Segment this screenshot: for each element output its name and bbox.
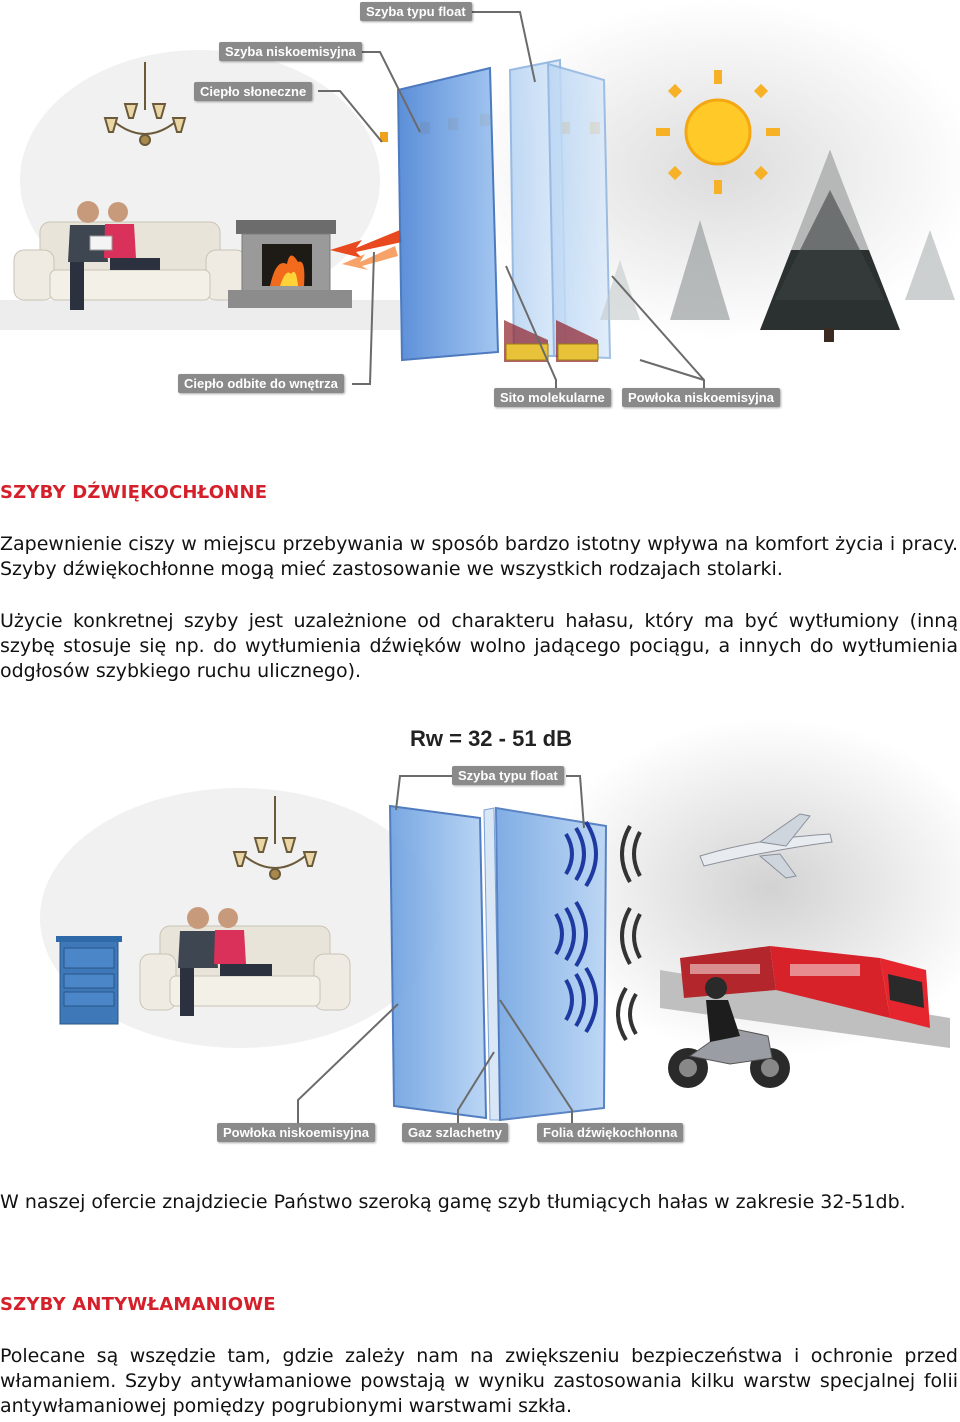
paragraph-acoustic-2: Użycie konkretnej szyby jest uzależnione od charakteru hałasu, który ma być wytłumiony (inną szybę stosuje się np. do wytłumienia dźwięków wolno jadącego pociągu, a innych do wytłumienia odgłosów szybkiego ruchu ulicznego).: [0, 610, 958, 682]
label-reflected-heat: Ciepło odbite do wnętrza: [178, 374, 344, 393]
label-acoustic-foil: Folia dźwiękochłonna: [537, 1123, 683, 1142]
label-low-e-coating-2: Powłoka niskoemisyjna: [217, 1123, 375, 1142]
rw-value: Rw = 32 - 51 dB: [410, 726, 573, 751]
cabinet-icon: [56, 936, 122, 1024]
paragraph-acoustic-1: Zapewnienie ciszy w miejscu przebywania w sposób bardzo istotny wpływa na komfort życia i pracy. Szyby dźwiękochłonne mogą mieć zastosowanie we wszystkich rodzajach stolarki.: [0, 533, 958, 580]
label-float-glass-2: Szyba typu float: [452, 766, 564, 785]
label-low-e-coating: Powłoka niskoemisyjna: [622, 388, 780, 407]
figure-acoustic-glass: [0, 718, 960, 1158]
label-molecular-sieve: Sito molekularne: [494, 388, 611, 407]
paragraph-acoustic-3: W naszej ofercie znajdziecie Państwo szeroką gamę szyb tłumiących hałas w zakresie 32-51db.: [0, 1191, 906, 1213]
heading-acoustic-glass: SZYBY DŹWIĘKOCHŁONNE: [0, 482, 268, 503]
label-noble-gas: Gaz szlachetny: [402, 1123, 508, 1142]
label-solar-heat: Ciepło słoneczne: [194, 82, 312, 101]
thermal-glass-illustration: [0, 0, 960, 420]
label-low-e-glass: Szyba niskoemisyjna: [219, 42, 362, 61]
label-float-glass: Szyba typu float: [360, 2, 472, 21]
paragraph-antiburglary-1: Polecane są wszędzie tam, gdzie zależy nam na zwiększeniu bezpieczeństwa i ochronie przed włamaniem. Szyby antywłamaniowe powstają w wyniku zastosowania kilku warstw specjalnej folii antywłamaniowej pomiędzy pogrubionymi warstwami szkła.: [0, 1345, 958, 1417]
heading-antiburglary-glass: SZYBY ANTYWŁAMANIOWE: [0, 1294, 276, 1315]
figure-thermal-glass: [0, 0, 960, 420]
